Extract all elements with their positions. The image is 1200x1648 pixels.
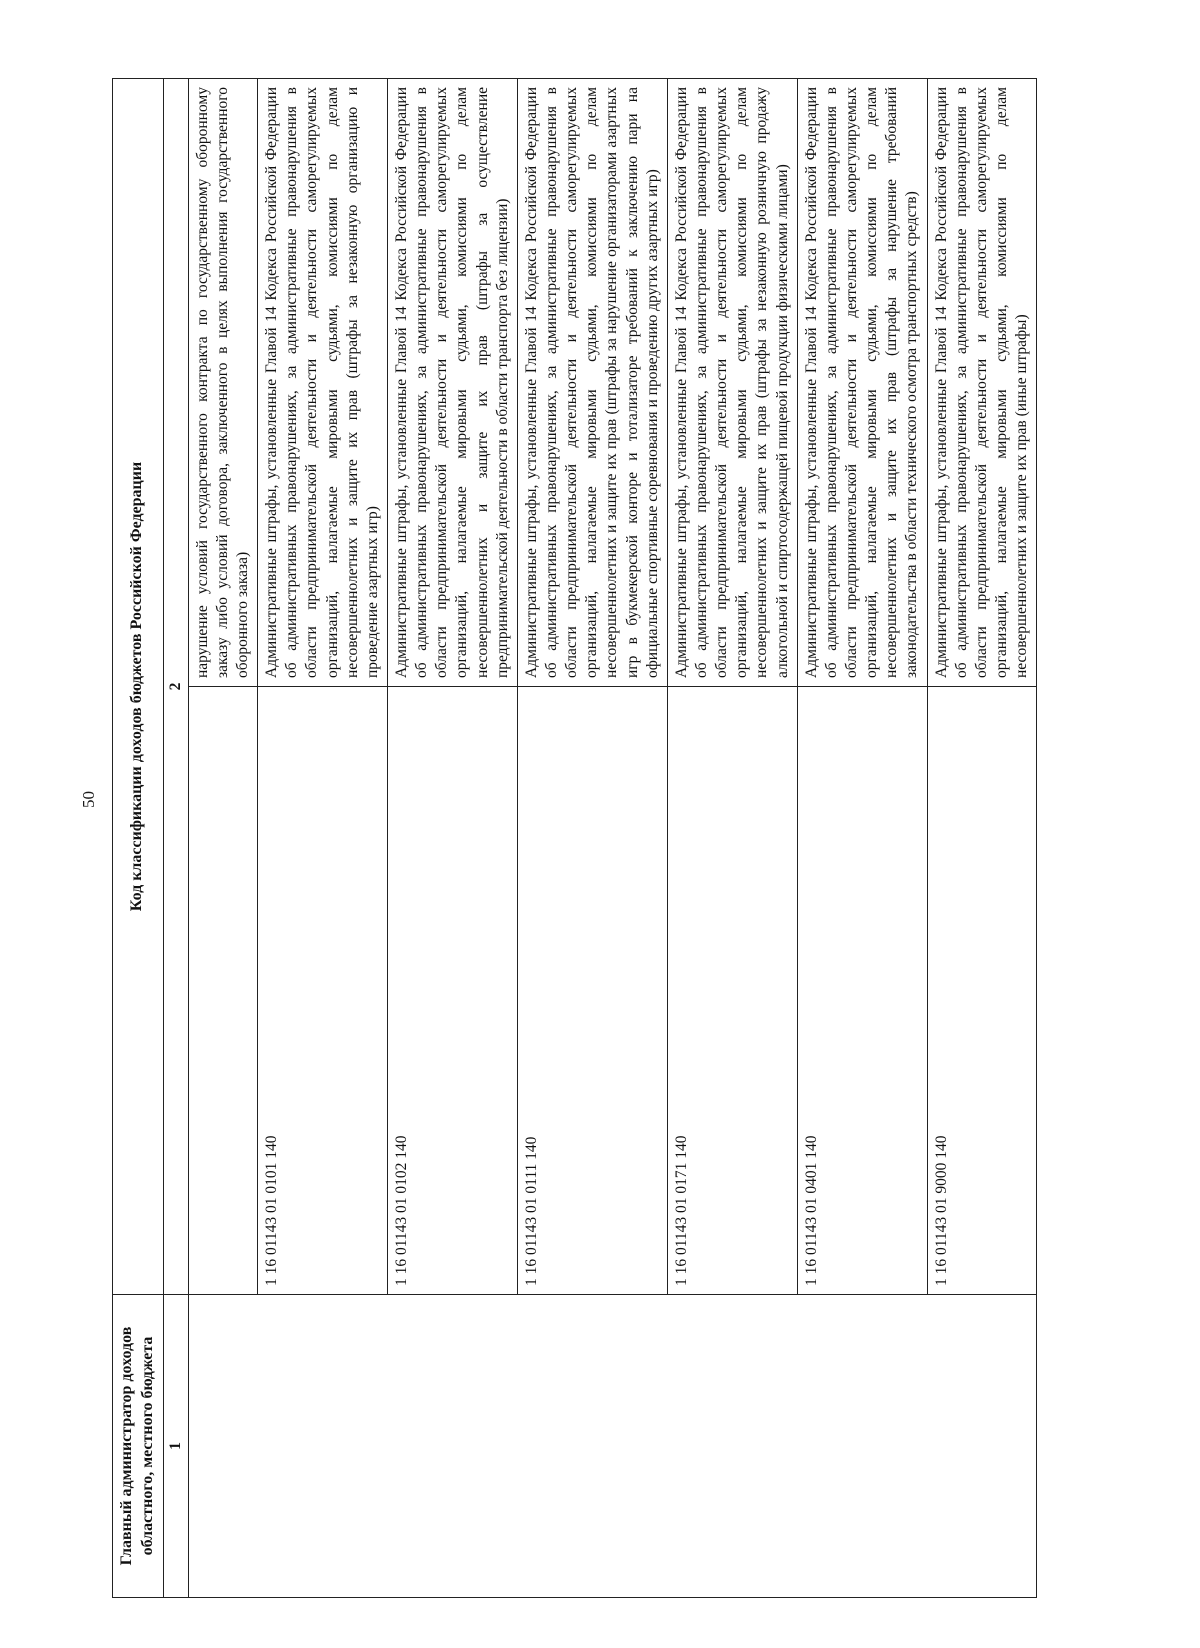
description-cell: Административные штрафы, установленные Главой 14 Кодекса Российской Федерации об административных правонарушениях, за административные правонарушения в области предпринимательской деятельности и деятельности саморегулируемых организаций, налагаемые мировыми судьями, комиссиями по делам несовершеннолетних и защите их прав (штрафы за нарушение требований законодательства в области технического осмотра транспортных средств) <box>797 79 927 687</box>
header-administrator: Главный администратор доходов областного, местного бюджета <box>113 1295 164 1598</box>
code-cell <box>188 687 257 1295</box>
code-cell: 1 16 01143 01 0401 140 <box>797 687 927 1295</box>
code-cell: 1 16 01143 01 0111 140 <box>517 687 667 1295</box>
code-cell: 1 16 01143 01 0171 140 <box>667 687 797 1295</box>
description-cell: Административные штрафы, установленные Главой 14 Кодекса Российской Федерации об административных правонарушениях, за административные правонарушения в области предпринимательской деятельности и деятельности саморегулируемых организаций, налагаемые мировыми судьями, комиссиями по делам несовершеннолетних и защите их прав (штрафы за незаконную розничную продажу алкогольной и спиртосодержащей пищевой продукции физическими лицами) <box>667 79 797 687</box>
column-number-2: 2 <box>163 79 188 1295</box>
code-cell: 1 16 01143 01 0102 140 <box>388 687 518 1295</box>
description-cell: Административные штрафы, установленные Главой 14 Кодекса Российской Федерации об административных правонарушениях, за административные правонарушения в области предпринимательской деятельности и деятельности саморегулируемых организаций, налагаемые мировыми судьями, комиссиями по делам несовершеннолетних и защите их прав (штрафы за осуществление предпринимательской деятельности в области транспорта без лицензии) <box>388 79 518 687</box>
document-page <box>112 78 1144 1598</box>
description-cell: Административные штрафы, установленные Главой 14 Кодекса Российской Федерации об административных правонарушениях, за административные правонарушения в области предпринимательской деятельности и деятельности саморегулируемых организаций, налагаемые мировыми судьями, комиссиями по делам несовершеннолетних и защите их прав (иные штрафы) <box>927 79 1037 687</box>
code-cell: 1 16 01143 01 9000 140 <box>927 687 1037 1295</box>
description-cell: нарушение условий государственного контракта по государственному оборонному заказу либо условий договора, заключенного в целях выполнения государственного оборонного заказа) <box>188 79 257 687</box>
revenue-classification-table <box>112 78 1037 1598</box>
description-cell: Административные штрафы, установленные Главой 14 Кодекса Российской Федерации об административных правонарушениях, за административные правонарушения в области предпринимательской деятельности и деятельности саморегулируемых организаций, налагаемые мировыми судьями, комиссиями по делам несовершеннолетних и защите их прав (штрафы за нарушение организаторами азартных игр в букмекерской конторе и тотализаторе требований к заключению пари на официальные спортивные соревнования и проведению других азартных игр) <box>517 79 667 687</box>
description-cell: Административные штрафы, установленные Главой 14 Кодекса Российской Федерации об административных правонарушениях, за административные правонарушения в области предпринимательской деятельности и деятельности саморегулируемых организаций, налагаемые мировыми судьями, комиссиями по делам несовершеннолетних и защите их прав (штрафы за незаконную организацию и проведение азартных игр) <box>258 79 388 687</box>
code-cell: 1 16 01143 01 0101 140 <box>258 687 388 1295</box>
table-row <box>188 79 257 1598</box>
column-number-1: 1 <box>163 1295 188 1598</box>
page-number: 50 <box>79 791 98 808</box>
administrator-cell <box>188 1295 1036 1598</box>
header-classification-code: Код классификации доходов бюджетов Российской Федерации <box>113 79 164 1295</box>
